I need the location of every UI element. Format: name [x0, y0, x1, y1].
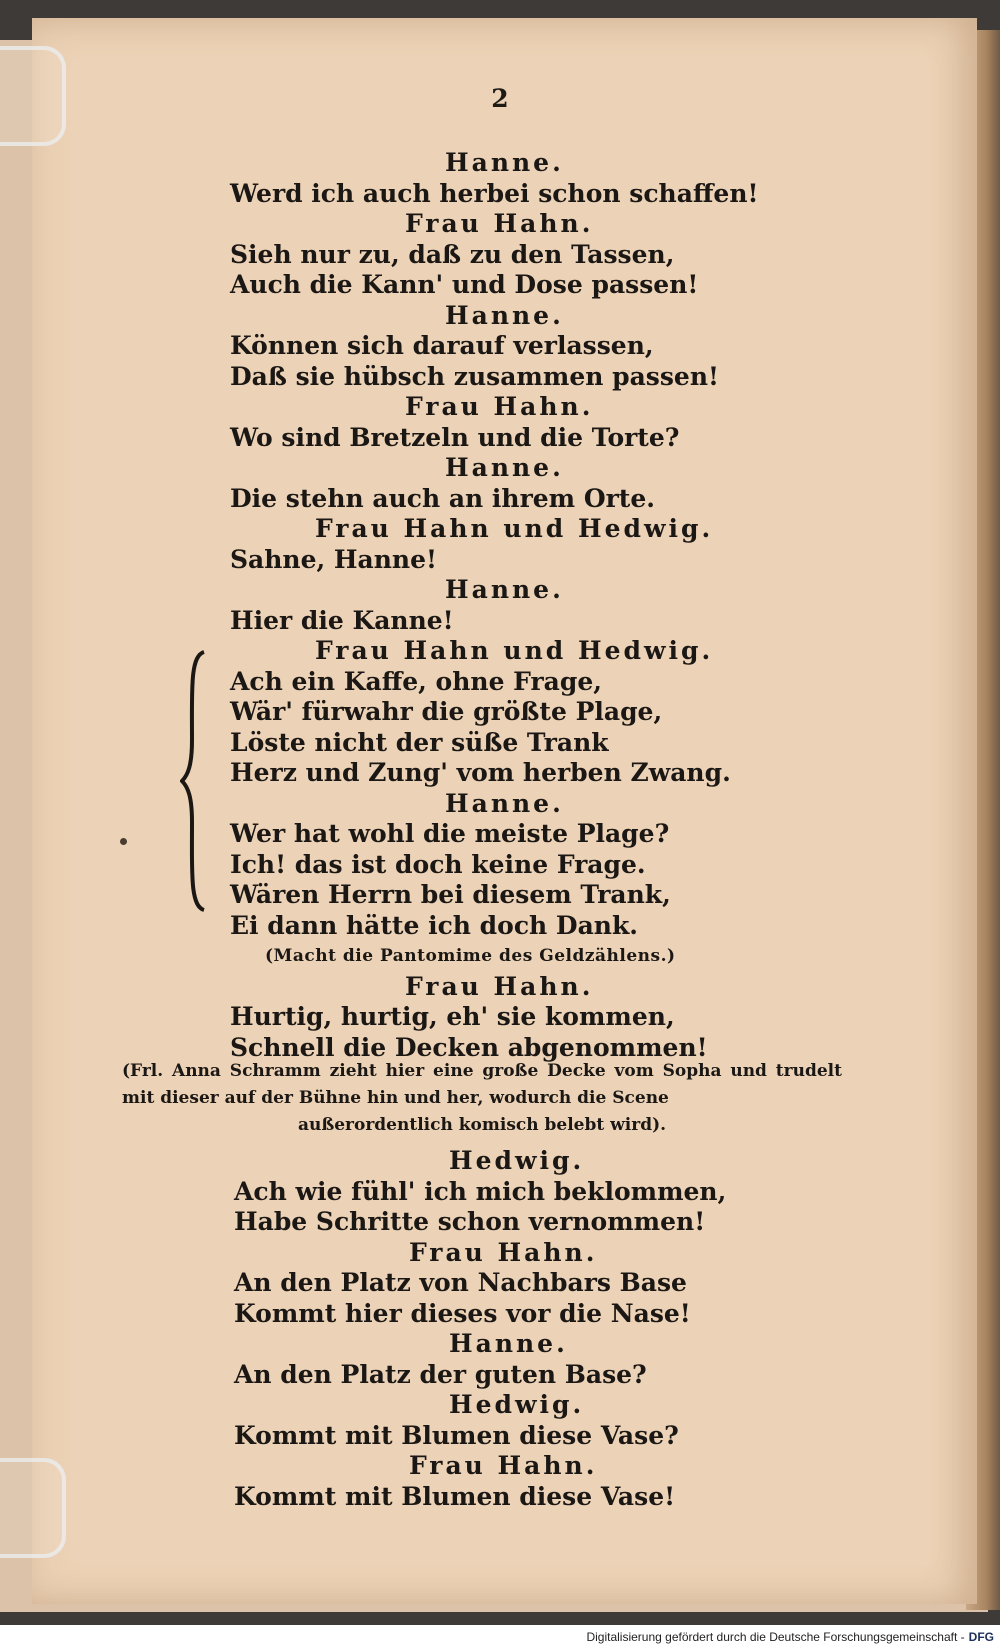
verse-line: Hier die Kanne! [230, 605, 454, 635]
verse-line: Hurtig, hurtig, eh' sie kommen, [230, 1002, 675, 1031]
stage-direction-main: (Frl. Anna Schramm zieht hier eine große Decke vom Sopha und trudelt mit dieser auf der Bühne hin und her, wodurch die Scene [122, 1061, 842, 1108]
verse-line: Auch die Kann' und Dose passen! [230, 270, 699, 299]
verse-line: Ei dann hätte ich doch Dank. [230, 910, 639, 940]
stage-direction-last: außerordentlich komisch belebt wird). [297, 1115, 667, 1135]
verse-block-2 [234, 1146, 874, 1512]
verse-line: Herz und Zung' vom herben Zwang. [230, 758, 731, 787]
speaker-name: Frau Hahn. [405, 971, 594, 1001]
dfg-logo: DFG [968, 1630, 994, 1644]
verse-line: Wär' fürwahr die größte Plage, [230, 697, 663, 726]
speaker-name: Frau Hahn und Hedwig. [315, 636, 714, 665]
verse-line: Sieh nur zu, daß zu den Tassen, [230, 239, 675, 269]
speaker-name: Hanne. [445, 575, 564, 604]
verse-line: Wären Herrn bei diesem Trank, [230, 880, 671, 909]
ink-spot [120, 838, 127, 845]
verse-line: Werd ich auch herbei schon schaffen! [230, 178, 759, 208]
verse-line: Ach wie fühl' ich mich beklommen, [234, 1176, 727, 1206]
speaker-name: Frau Hahn. [409, 1237, 598, 1267]
verse-line: Sahne, Hanne! [230, 544, 437, 574]
digitization-footer [0, 1625, 1000, 1649]
speaker-name: Frau Hahn und Hedwig. [315, 514, 714, 543]
verse-line: Kommt mit Blumen diese Vase? [234, 1420, 679, 1450]
verse-line: Ich! das ist doch keine Frage. [230, 849, 646, 879]
verse-block-1 [230, 148, 870, 1063]
speaker-name: Hanne. [445, 453, 564, 482]
verse-line: Wo sind Bretzeln und die Torte? [230, 422, 680, 452]
verse-line: Kommt hier dieses vor die Nase! [234, 1298, 691, 1328]
speaker-name: Hanne. [445, 148, 564, 177]
speaker-name: Hanne. [449, 1329, 568, 1358]
verse-line: Die stehn auch an ihrem Orte. [230, 483, 655, 513]
verse-line: Kommt mit Blumen diese Vase! [234, 1481, 676, 1511]
page-number: 2 [491, 84, 509, 113]
footer-credit: Digitalisierung gefördert durch die Deutsche Forschungsgemeinschaft - [586, 1630, 965, 1644]
verse-line: Habe Schritte schon vernommen! [234, 1207, 706, 1236]
verse-line: Löste nicht der süße Trank [230, 727, 609, 757]
speaker-name: Frau Hahn. [409, 1451, 598, 1480]
verse-line: An den Platz der guten Base? [234, 1359, 647, 1389]
stage-direction-note [122, 1058, 842, 1139]
speaker-name: Hanne. [445, 788, 564, 818]
verse-line: Wer hat wohl die meiste Plage? [230, 819, 670, 848]
page-clip-bottom [0, 1458, 66, 1558]
verse-line: Daß sie hübsch zusammen passen! [230, 361, 719, 391]
stage-direction: (Macht die Pantomime des Geldzählens.) [265, 946, 676, 966]
speaker-name: Frau Hahn. [405, 392, 594, 421]
speaker-name: Hedwig. [449, 1146, 585, 1175]
brace-mark [180, 650, 210, 912]
speaker-name: Hedwig. [449, 1390, 585, 1419]
speaker-name: Hanne. [445, 300, 564, 330]
verse-line: Ach ein Kaffe, ohne Frage, [230, 666, 602, 696]
verse-line: An den Platz von Nachbars Base [234, 1268, 687, 1297]
speaker-name: Frau Hahn. [405, 209, 594, 238]
verse-line: Schnell die Decken abgenommen! [230, 1032, 708, 1062]
verse-line: Können sich darauf verlassen, [230, 331, 654, 360]
